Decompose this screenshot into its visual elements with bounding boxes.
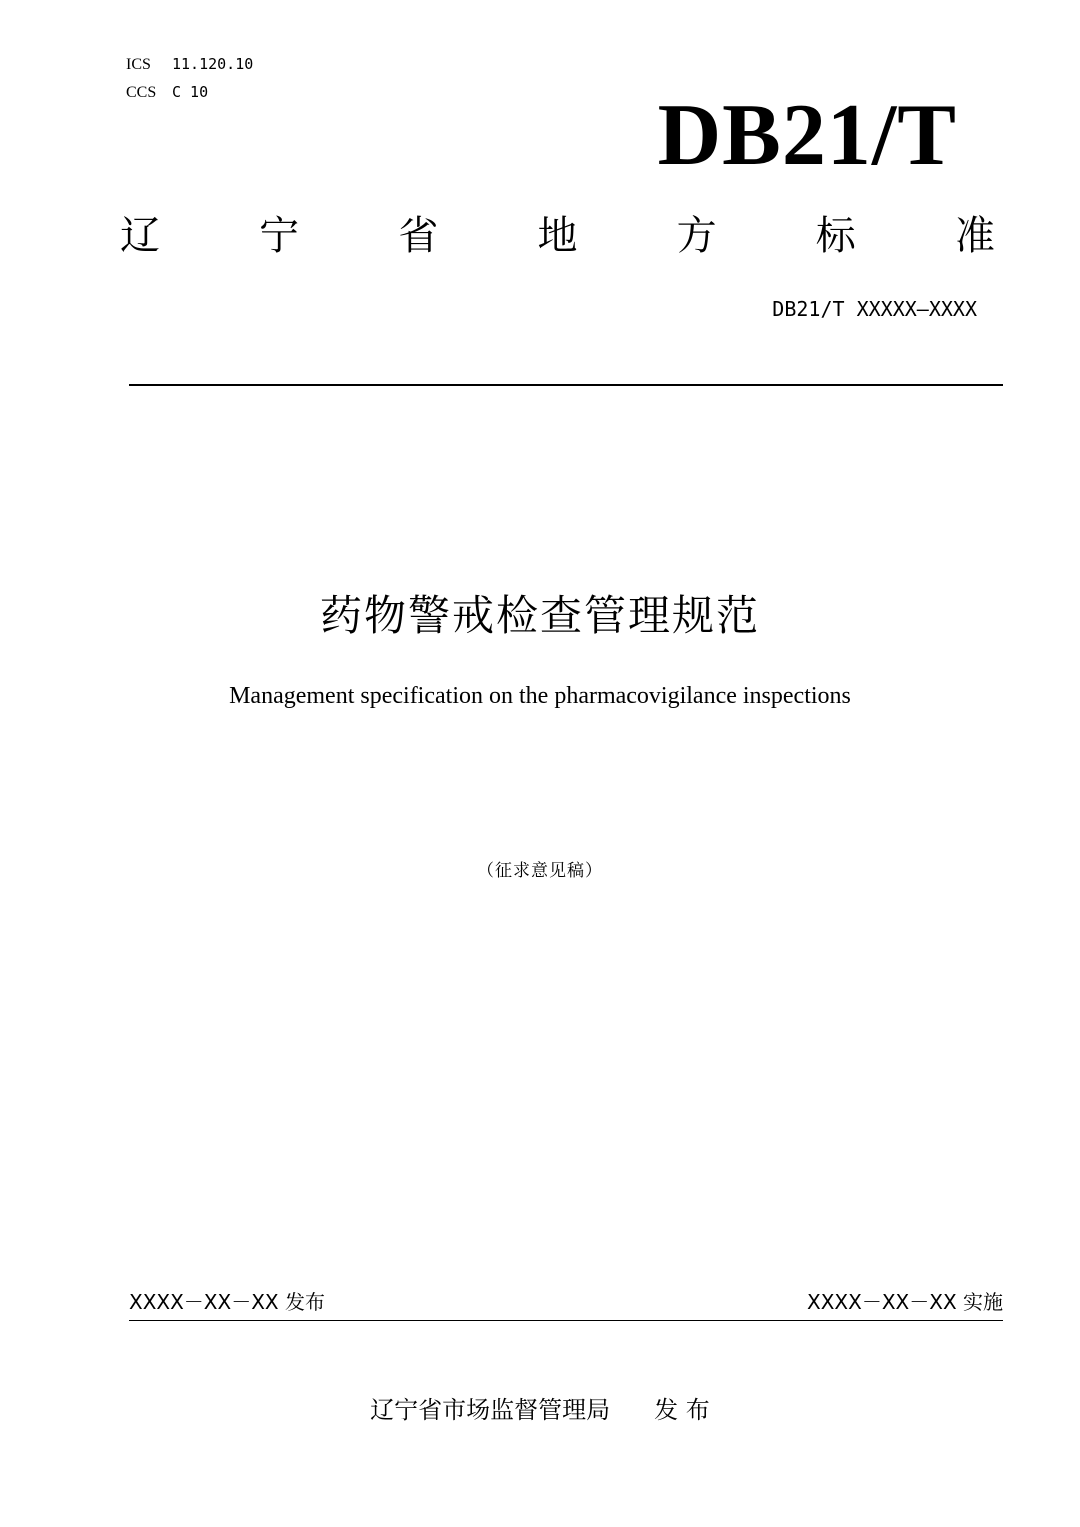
ics-line: [126, 54, 253, 75]
authority-char: 准: [954, 213, 995, 259]
authority-title: [120, 208, 995, 264]
document-title-zh: 药物警戒检查管理规范: [319, 591, 760, 640]
ics-label: ICS: [126, 56, 151, 73]
authority-char: 省: [398, 213, 439, 259]
authority-char: 标: [815, 213, 856, 259]
draft-status: （征求意见稿）: [477, 861, 603, 881]
publisher-line: [0, 1394, 1080, 1426]
authority-char: 辽: [120, 213, 160, 259]
standard-number: DB21/T XXXXX—XXXX: [772, 297, 977, 321]
authority-char: 地: [537, 213, 578, 259]
implementation-date: XXXX－XX－XX 实施: [807, 1290, 1003, 1314]
publisher-suffix: 发 布: [654, 1396, 710, 1424]
issue-date: XXXX－XX－XX 发布: [129, 1290, 325, 1314]
ccs-code: C 10: [172, 83, 209, 101]
ics-code: 11.120.10: [172, 55, 254, 73]
ccs-label: CCS: [126, 84, 157, 101]
publisher-name: 辽宁省市场监督管理局: [370, 1396, 611, 1424]
header-divider: [129, 384, 1003, 386]
authority-char: 宁: [259, 213, 300, 259]
footer-divider: [129, 1320, 1003, 1321]
standard-mark: DB21/T: [657, 87, 957, 184]
document-title-en: Management specification on the pharmacovigilance inspections: [229, 683, 851, 709]
authority-char: 方: [676, 213, 717, 259]
ccs-line: [126, 82, 208, 103]
